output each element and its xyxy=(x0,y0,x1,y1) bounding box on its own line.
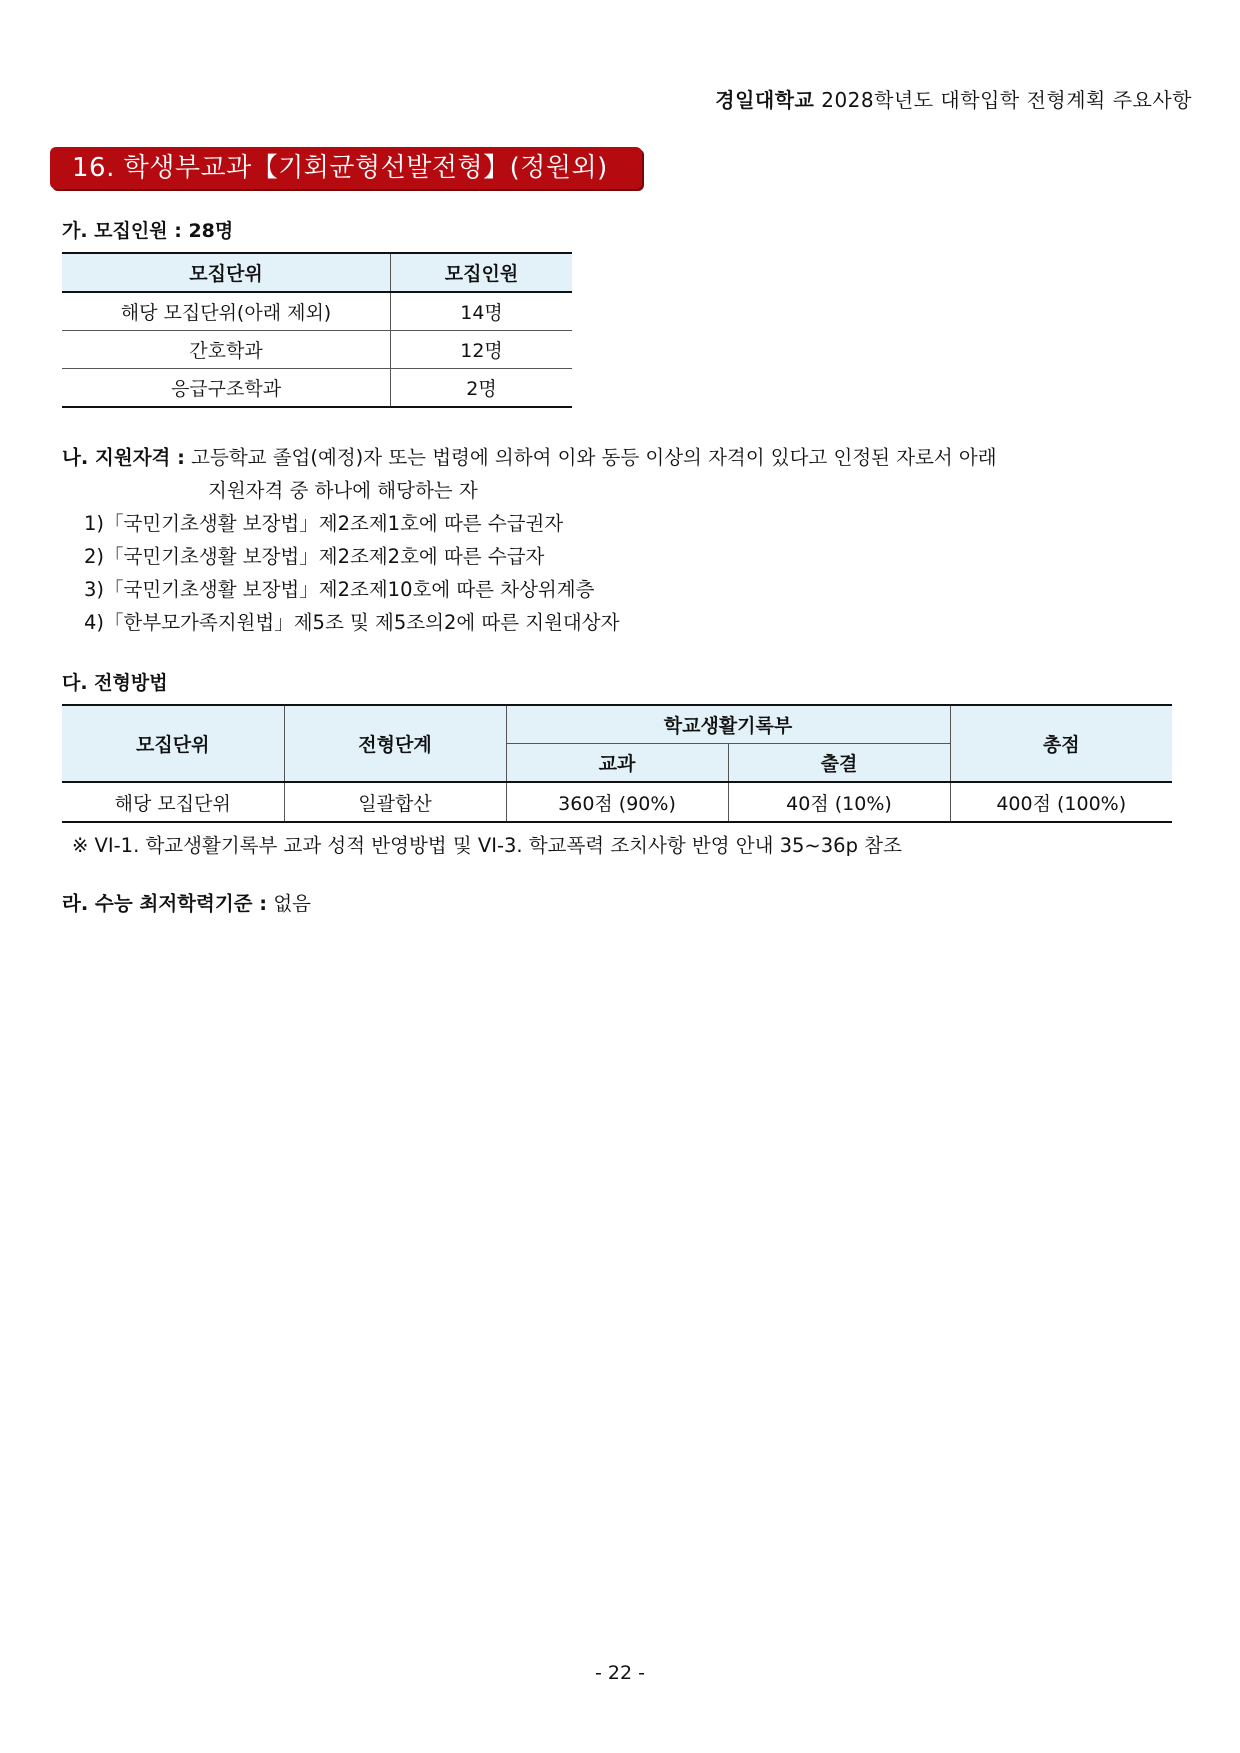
header-subject: 교과 xyxy=(506,744,728,783)
eligibility-text-line1: 고등학교 졸업(예정)자 또는 법령에 의하여 이와 동등 이상의 자격이 있다고 인정된 자로서 아래 xyxy=(191,446,997,469)
csat-minimum-label: 라. 수능 최저학력기준 : xyxy=(62,892,268,915)
count-cell: 2명 xyxy=(391,369,573,408)
recruitment-count-heading xyxy=(62,216,233,243)
table-row xyxy=(62,782,1172,822)
header-unit: 모집단위 xyxy=(62,705,284,782)
selection-method-table xyxy=(62,704,1172,823)
unit-cell: 해당 모집단위 xyxy=(62,782,284,822)
reference-note: ※ VI-1. 학교생활기록부 교과 성적 반영방법 및 VI-3. 학교폭력 조치사항 반영 안내 35~36p 참조 xyxy=(72,834,902,857)
list-item: 2)「국민기초생활 보장법」제2조제2호에 따른 수급자 xyxy=(84,545,545,568)
table-row xyxy=(62,331,572,369)
header-unit: 모집단위 xyxy=(62,253,391,292)
subject-score-cell: 360점 (90%) xyxy=(506,782,728,822)
table-row xyxy=(62,292,572,331)
eligibility-text-line2: 지원자격 중 하나에 해당하는 자 xyxy=(208,479,478,502)
count-cell: 12명 xyxy=(391,331,573,369)
eligibility-label: 나. 지원자격 : xyxy=(62,446,185,469)
recruitment-count-value: 28명 xyxy=(188,220,234,242)
unit-cell: 간호학과 xyxy=(62,331,391,369)
document-subtitle: 2028학년도 대학입학 전형계획 주요사항 xyxy=(821,88,1192,112)
list-item: 4)「한부모가족지원법」제5조 및 제5조의2에 따른 지원대상자 xyxy=(84,611,620,634)
section-title: 16. 학생부교과【기회균형선발전형】(정원외) xyxy=(50,147,642,189)
header-count: 모집인원 xyxy=(391,253,573,292)
header-attendance: 출결 xyxy=(728,744,950,783)
university-name: 경일대학교 xyxy=(715,88,815,112)
total-score-cell: 400점 (100%) xyxy=(950,782,1172,822)
attendance-score-cell: 40점 (10%) xyxy=(728,782,950,822)
page-header xyxy=(715,84,1192,113)
eligibility-list xyxy=(84,507,619,639)
stage-cell: 일괄합산 xyxy=(284,782,506,822)
csat-minimum-section xyxy=(62,888,311,916)
csat-minimum-value: 없음 xyxy=(273,892,311,915)
selection-method-heading: 다. 전형방법 xyxy=(62,672,168,694)
unit-cell: 응급구조학과 xyxy=(62,369,391,408)
table-row xyxy=(62,369,572,408)
header-stage: 전형단계 xyxy=(284,705,506,782)
eligibility-section xyxy=(62,441,997,507)
count-cell: 14명 xyxy=(391,292,573,331)
page-number: - 22 - xyxy=(595,1662,645,1684)
header-total: 총점 xyxy=(950,705,1172,782)
unit-cell: 해당 모집단위(아래 제외) xyxy=(62,292,391,331)
recruitment-count-label: 가. 모집인원 : xyxy=(62,220,182,242)
header-school-record: 학교생활기록부 xyxy=(506,705,950,744)
list-item: 3)「국민기초생활 보장법」제2조제10호에 따른 차상위계층 xyxy=(84,578,595,601)
recruitment-table xyxy=(62,252,572,408)
list-item: 1)「국민기초생활 보장법」제2조제1호에 따른 수급권자 xyxy=(84,512,564,535)
